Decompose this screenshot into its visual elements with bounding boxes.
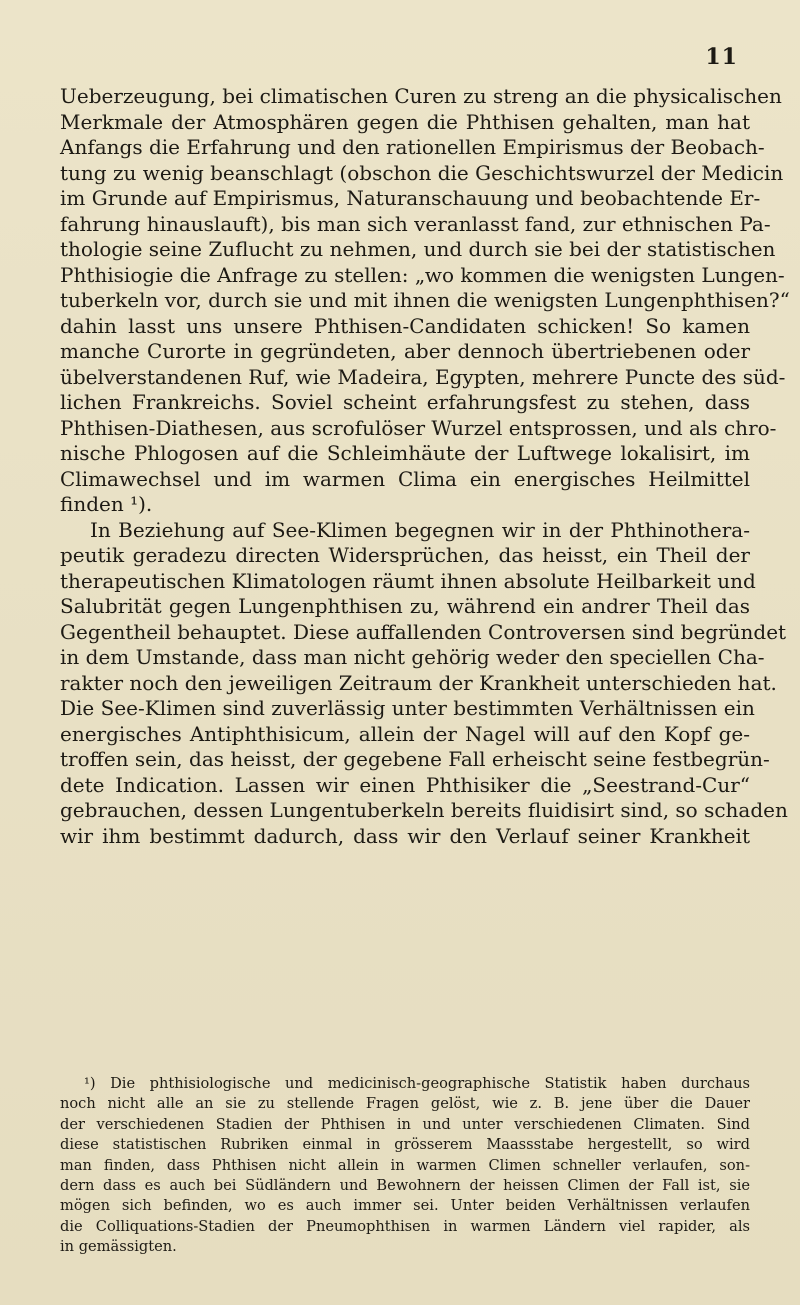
body-line: Salubrität gegen Lungenphthisen zu, während ein andrer Theil das (60, 594, 750, 618)
body-line: Climawechsel und im warmen Clima ein energisches Heilmittel (60, 466, 750, 491)
body-line: wir ihm bestimmt dadurch, dass wir den Verlauf seiner Krankheit (60, 823, 750, 848)
body-line: dete Indication. Lassen wir einen Phthisiker die „Seestrand-Cur“ (60, 772, 750, 797)
body-line: gebrauchen, dessen Lungentuberkeln bereits fluidisirt sind, so schaden (60, 798, 788, 822)
footnote (60, 1074, 750, 1258)
footnote-line: in gemässigten. (60, 1238, 177, 1256)
body-line: thologie seine Zuflucht zu nehmen, und durch sie bei der statistischen (60, 237, 776, 261)
body-line: dahin lasst uns unsere Phthisen-Candidaten schicken! So kamen (60, 313, 750, 338)
body-text (60, 84, 790, 849)
footnote-line: der verschiedenen Stadien der Phthisen in und unter verschiedenen Climaten. Sind (60, 1115, 750, 1133)
body-line: Phthisiogie die Anfrage zu stellen: „wo kommen die wenigsten Lungen- (60, 262, 785, 287)
body-line: manche Curorte in gegründeten, aber dennoch übertriebenen oder (60, 339, 750, 363)
footnote-line: ¹) Die phthisiologische und medicinisch-geographische Statistik haben durchaus (84, 1075, 750, 1092)
paragraph-start-line: In Beziehung auf See-Klimen begegnen wir in der Phthinothera- (90, 517, 750, 542)
body-line: tung zu wenig beanschlagt (obschon die Geschichtswurzel der Medicin (60, 160, 784, 185)
body-line: Phthisen-Diathesen, aus scrofulöser Wurzel entsprossen, und als chro- (60, 415, 777, 440)
footnote-line: die Colliquations-Stadien der Pneumophthisen in warmen Ländern viel rapider, als (60, 1217, 750, 1235)
footnote-line: man finden, dass Phthisen nicht allein in warmen Climen schneller verlaufen, son- (60, 1156, 750, 1174)
body-line: rakter noch den jeweiligen Zeitraum der Krankheit unterschieden hat. (60, 670, 777, 695)
body-line: nische Phlogosen auf die Schleimhäute der Luftwege lokalisirt, im (60, 441, 750, 465)
body-line: Merkmale der Atmosphären gegen die Phthisen gehalten, man hat (60, 109, 750, 134)
body-line: lichen Frankreichs. Soviel scheint erfahrungsfest zu stehen, dass (60, 390, 750, 414)
footnote-line: dern dass es auch bei Südländern und Bewohnern der heissen Climen der Fall ist, sie (60, 1176, 750, 1194)
body-line: übelverstandenen Ruf, wie Madeira, Egypten, mehrere Puncte des süd- (60, 364, 786, 389)
footnote-line: diese statistischen Rubriken einmal in grösserem Maassstabe hergestellt, so wird (60, 1136, 750, 1154)
page-number: 11 (705, 44, 738, 70)
body-line: peutik geradezu directen Widersprüchen, das heisst, ein Theil der (60, 543, 750, 567)
body-line: Die See-Klimen sind zuverlässig unter bestimmten Verhältnissen ein (60, 696, 755, 720)
body-line: therapeutischen Klimatologen räumt ihnen absolute Heilbarkeit und (60, 568, 756, 593)
body-line: finden ¹). (60, 492, 153, 516)
body-line: troffen sein, das heisst, der gegebene Fall erheischt seine festbegrün- (60, 747, 770, 771)
body-line: in dem Umstande, dass man nicht gehörig weder den speciellen Cha- (60, 645, 765, 669)
body-line: tuberkeln vor, durch sie und mit ihnen die wenigsten Lungenphthisen?“ (60, 288, 790, 312)
body-line: Gegentheil behauptet. Diese auffallenden Controversen sind begründet (60, 619, 787, 644)
footnote-line: noch nicht alle an sie zu stellende Fragen gelöst, wie z. B. jene über die Dauer (60, 1095, 750, 1113)
body-line: im Grunde auf Empirismus, Naturanschauung und beobachtende Er- (60, 186, 761, 210)
body-line: energisches Antiphthisicum, allein der Nagel will auf den Kopf ge- (60, 721, 750, 746)
body-line: Ueberzeugung, bei climatischen Curen zu streng an die physicalischen (60, 84, 782, 108)
body-line: Anfangs die Erfahrung und den rationellen Empirismus der Beobach- (60, 135, 765, 159)
body-line: fahrung hinauslauft), bis man sich veranlasst fand, zur ethnischen Pa- (60, 211, 771, 236)
footnote-line: mögen sich befinden, wo es auch immer sei. Unter beiden Verhältnissen verlaufen (60, 1197, 750, 1215)
